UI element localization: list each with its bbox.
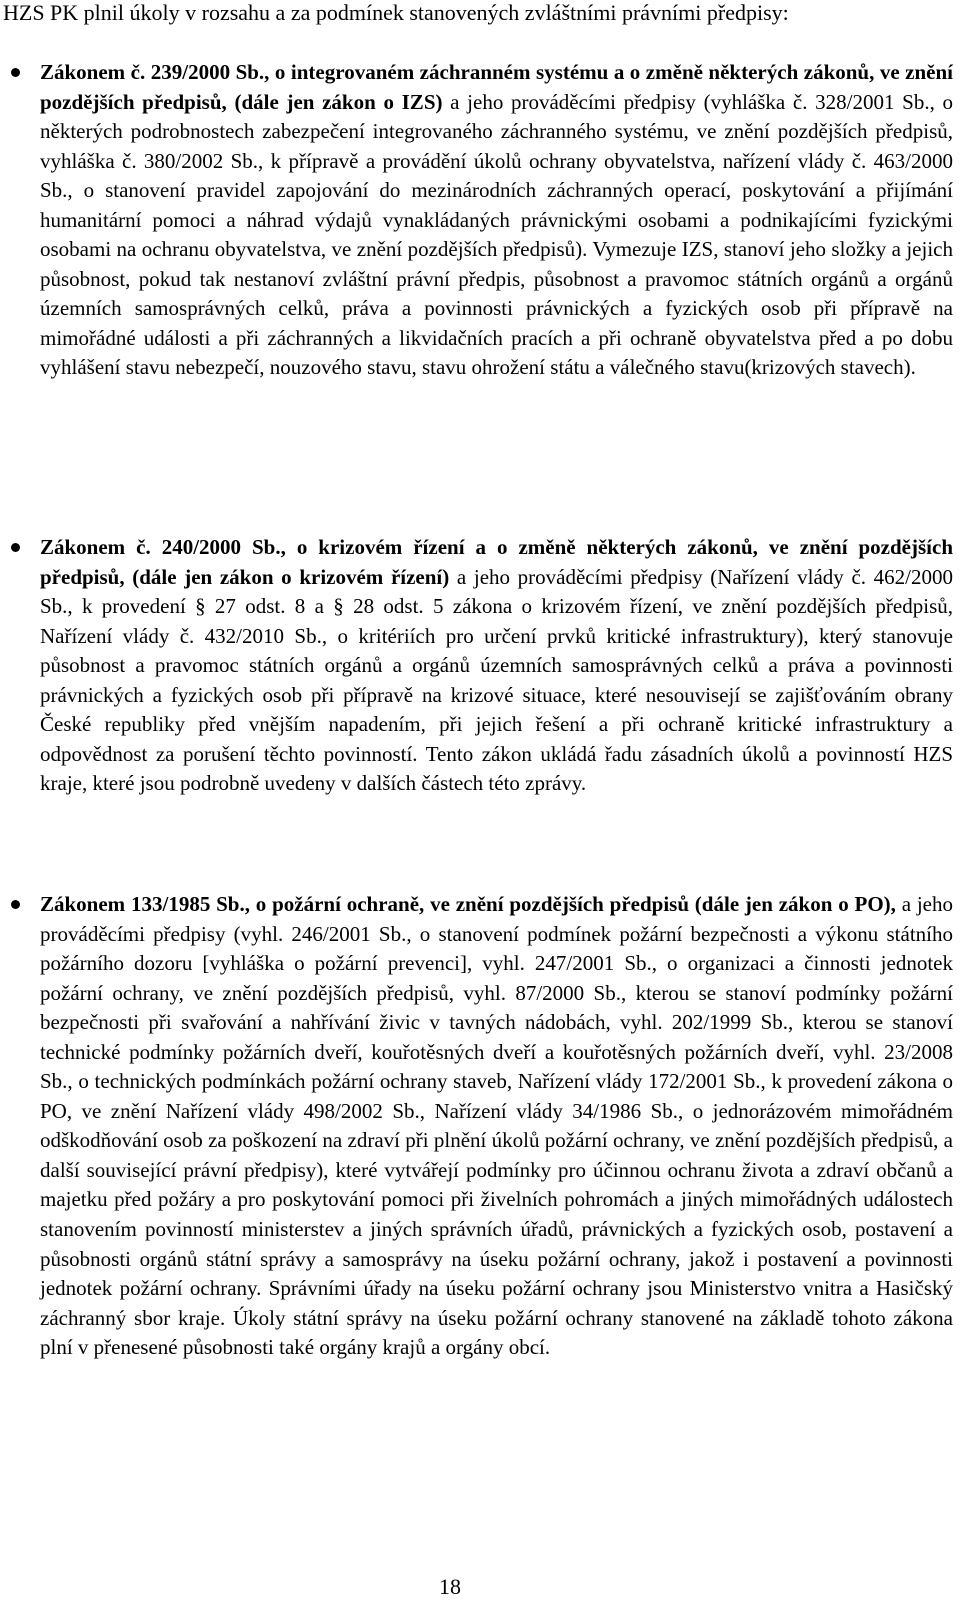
intro-paragraph: HZS PK plnil úkoly v rozsahu a za podmínek stanovených zvláštními právními předpisy: bbox=[3, 0, 789, 25]
law-description-krizove-rizeni: a jeho prováděcími předpisy (Nařízení vlády č. 462/2000 Sb., k provedení § 27 odst. 8 a § 28 odst. 5 zákona o krizovém řízení, ve znění pozdějších předpisů, Nařízení vlády č. 432/2010 Sb., o kritériích pro určení prvků kritické infrastruktury), který stanovuje působnost a pravomoc státních orgánů a orgánů územních samosprávných celků a práva a povinnosti právnických a fyzických osob při přípravě na krizové situace, které nesouvisejí se zajišťováním obrany České republiky před vnějším napadením, při jejich řešení a při ochraně kritické infrastruktury a odpovědnost za porušení těchto povinností. Tento zákon ukládá řadu zásadních úkolů a povinností HZS kraje, které jsou podrobně uvedeny v dalších částech této zprávy. bbox=[40, 564, 953, 796]
law-title-pozarni-ochrana: Zákonem 133/1985 Sb., o požární ochraně, ve znění pozdějších předpisů (dále jen zákon o PO), bbox=[40, 892, 896, 916]
law-description-izs: a jeho prováděcími předpisy (vyhláška č. 328/2001 Sb., o některých podrobnostech zabezpečení integrovaného záchranného systému, ve znění pozdějších předpisů, vyhláška č. 380/2002 Sb., k přípravě a provádění úkolů ochrany obyvatelstva, nařízení vlády č. 463/2000 Sb., o stanovení pravidel zapojování do mezinárodních záchranných operací, poskytování a přijímání humanitární pomoci a náhrad výdajů vynakládaných právnickými osobami a podnikajícími fyzickými osobami na ochranu obyvatelstva, ve znění pozdějších předpisů). Vymezuje IZS, stanoví jeho složky a jejich působnost, pokud tak nestanoví zvláštní právní předpis, působnost a pravomoc státních orgánů a orgánů územních samosprávných celků, práva a povinnosti právnických a fyzických osob při přípravě na mimořádné události a při záchranných a likvidačních pracích a při ochraně obyvatelstva před a po dobu vyhlášení stavu nebezpečí, nouzového stavu, stavu ohrožení státu a válečného stavu(krizových stavech). bbox=[40, 89, 954, 380]
page-number: 18 bbox=[439, 1574, 461, 1599]
law-description-pozarni-ochrana: a jeho prováděcími předpisy (vyhl. 246/2001 Sb., o stanovení podmínek požární bezpečnosti a výkonu státního požárního dozoru [vyhláška o požární prevenci], vyhl. 247/2001 Sb., o organizaci a činnosti jednotek požární ochrany, ve znění pozdějších předpisů, vyhl. 87/2000 Sb., kterou se stanoví podmínky požární bezpečnosti při svařování a nahřívání živic v tavných nádobách, vyhl. 202/1999 Sb., kterou se stanoví technické podmínky požárních dveří, kouřotěsných dveří a kouřotěsných požárních dveří, vyhl. 23/2008 Sb., o technických podmínkách požární ochrany staveb, Nařízení vlády 172/2001 Sb., k provedení zákona o PO, ve znění Nařízení vlády 498/2002 Sb., Nařízení vlády 34/1986 Sb., o jednorázovém mimořádném odškodňování osob za poškození na zdraví při plnění úkolů požární ochrany, ve znění pozdějších předpisů, a další související právní předpisy), které vytvářejí podmínky pro účinnou ochranu života a zdraví občanů a majetku před požáry a pro poskytování pomoci při živelních pohromách a jiných mimořádných událostech stanovením povinností ministerstev a jiných správních úřadů, právnických a fyzických osob, postavení a působnosti orgánů státní správy a samosprávy na úseku požární ochrany, jakož i postavení a povinnosti jednotek požární ochrany. Správními úřady na úseku požární ochrany jsou Ministerstvo vnitra a Hasičský záchranný sbor kraje. Úkoly státní správy na úseku požární ochrany stanovené na základě tohoto zákona plní v přenesené působnosti také orgány krajů a orgány obcí. bbox=[40, 892, 953, 1360]
law-title-izs: Zákonem č. 239/2000 Sb., o integrovaném záchranném systému a o změně některých zákonů, ve znění pozdějších předpisů, (dále jen zákon o IZS) bbox=[40, 60, 953, 114]
bullet-icon bbox=[11, 543, 20, 552]
list-item-zakon-pozarni-ochrana bbox=[40, 890, 953, 1363]
bullet-icon bbox=[11, 900, 20, 909]
law-title-krizove-rizeni: Zákonem č. 240/2000 Sb., o krizovém řízení a o změně některých zákonů, ve znění pozdějších předpisů, (dále jen zákon o krizovém řízení) bbox=[40, 535, 953, 589]
bullet-icon bbox=[11, 68, 20, 77]
list-item-zakon-krizove-rizeni bbox=[40, 533, 953, 799]
list-item-zakon-izs bbox=[40, 58, 953, 383]
